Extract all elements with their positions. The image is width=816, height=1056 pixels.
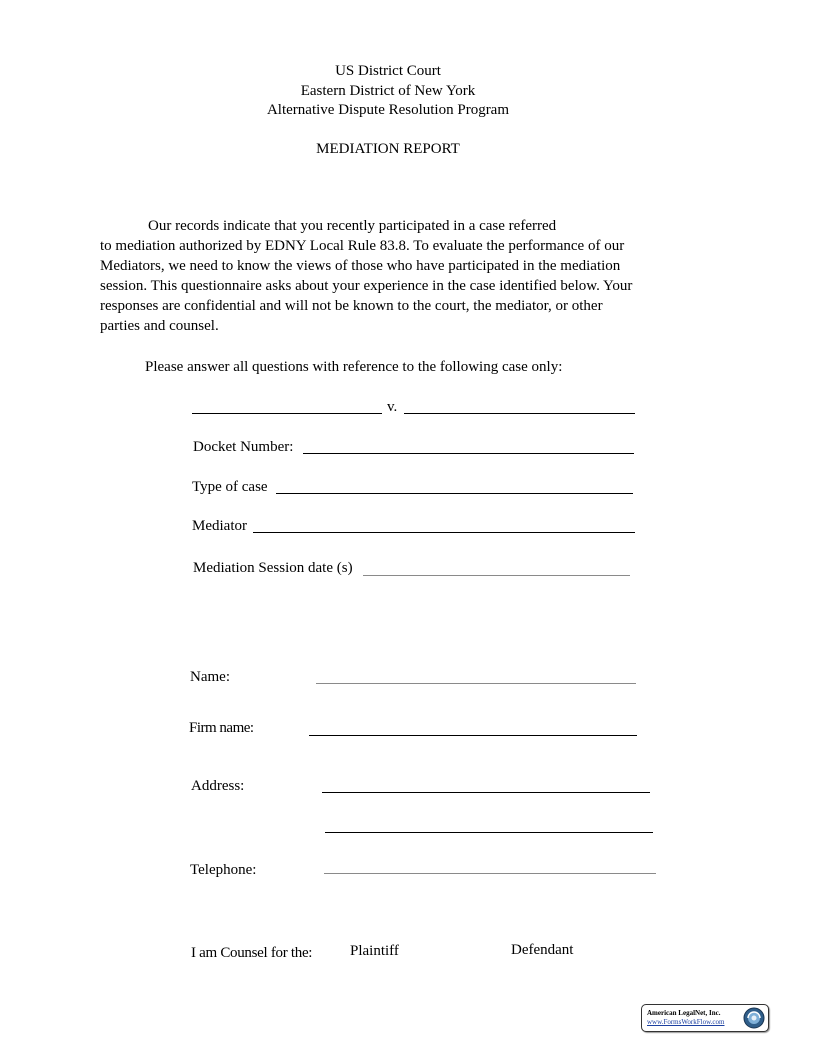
district-name: Eastern District of New York [300, 83, 476, 99]
plaintiff-option[interactable]: Plaintiff [350, 943, 399, 959]
program-name: Alternative Dispute Resolution Program [266, 102, 510, 118]
american-legalnet-logo[interactable] [641, 1004, 769, 1032]
intro-line: Our records indicate that you recently participated in a case referred [148, 218, 557, 234]
session-date-label: Mediation Session date (s) [193, 560, 353, 576]
counsel-label: I am Counsel for the: [191, 945, 313, 961]
name-field[interactable] [316, 683, 636, 684]
versus-label: v. [387, 399, 398, 415]
instruction-text: Please answer all questions with reference to the following case only: [145, 359, 563, 375]
logo-company-name: American LegalNet, Inc. [647, 1009, 721, 1017]
docket-number-label: Docket Number: [193, 439, 294, 455]
telephone-label: Telephone: [190, 862, 257, 878]
case-type-field[interactable] [276, 493, 633, 494]
name-label: Name: [190, 669, 230, 685]
telephone-field[interactable] [324, 873, 656, 874]
intro-paragraph [100, 216, 660, 336]
session-date-field[interactable] [363, 575, 630, 576]
logo-url-link[interactable]: www.FormsWorkFlow.com [647, 1018, 725, 1026]
mediator-label: Mediator [192, 518, 247, 534]
court-name: US District Court [335, 63, 441, 79]
case-type-label: Type of case [192, 479, 268, 495]
intro-line: to mediation authorized by EDNY Local Rule 83.8. To evaluate the performance of our [100, 238, 625, 254]
firm-name-field[interactable] [309, 735, 637, 736]
page-title: MEDIATION REPORT [316, 141, 460, 157]
mediator-field[interactable] [253, 532, 635, 533]
intro-line: Mediators, we need to know the views of those who have participated in the mediation [100, 258, 621, 274]
intro-line: session. This questionnaire asks about your experience in the case identified below. Your [100, 278, 633, 294]
globe-icon [742, 1006, 766, 1030]
defendant-option[interactable]: Defendant [511, 942, 574, 958]
docket-number-field[interactable] [303, 453, 634, 454]
firm-name-label: Firm name: [189, 720, 254, 736]
address-field-line2[interactable] [325, 832, 653, 833]
intro-line: responses are confidential and will not be known to the court, the mediator, or other [100, 298, 603, 314]
address-field-line1[interactable] [322, 792, 650, 793]
defendant-party-field[interactable] [404, 413, 635, 414]
intro-line: parties and counsel. [100, 318, 219, 334]
address-label: Address: [191, 778, 245, 794]
plaintiff-party-field[interactable] [192, 413, 382, 414]
